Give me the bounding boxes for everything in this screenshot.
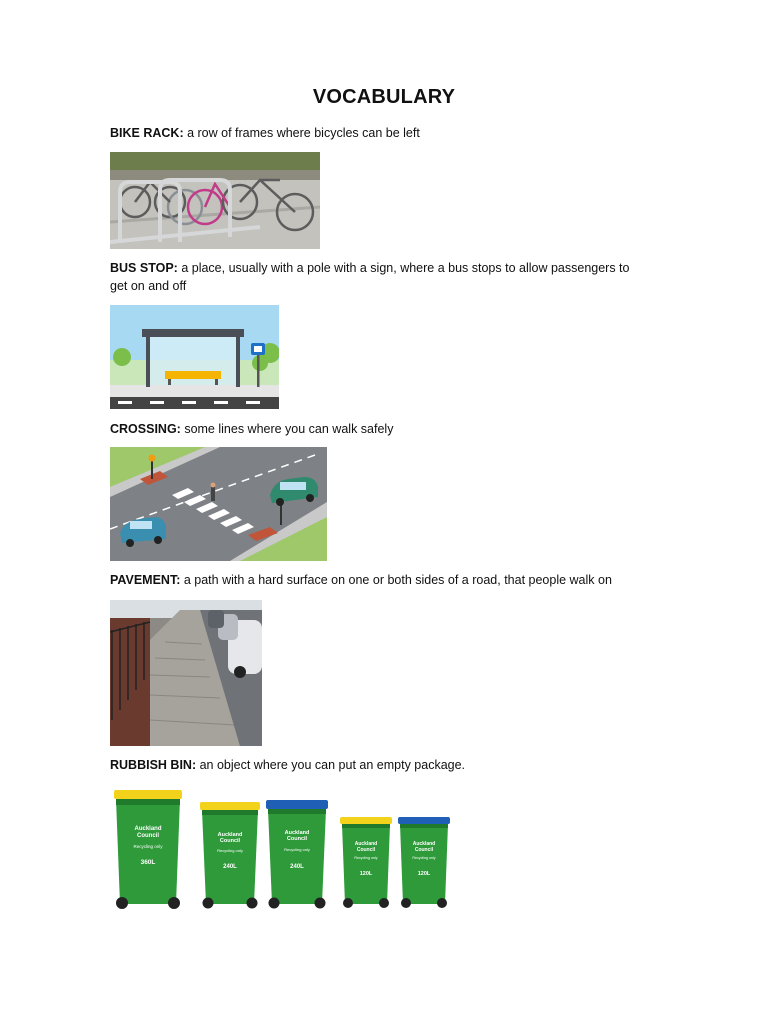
entry-rubbish-bin [110, 756, 660, 774]
bin-1-brand-1: Auckland [134, 826, 162, 832]
bike-rack-image [110, 152, 320, 249]
bin-5-brand-2: Council [414, 847, 434, 853]
bin-240l-blue [266, 800, 328, 909]
bin-3-brand-2: Council [286, 836, 308, 842]
bin-3-label: Recycling only [284, 847, 310, 852]
page-title: VOCABULARY [312, 86, 456, 108]
bin-240l-yellow [200, 802, 260, 909]
bin-120l-yellow [340, 817, 392, 908]
term-rubbish-bin: RUBBISH BIN: [110, 758, 197, 772]
bin-5-label: Recycling only [412, 856, 436, 860]
definition-crossing: some lines where you can walk safely [180, 422, 394, 436]
entry-bus-stop [110, 259, 650, 295]
bin-360l [114, 790, 182, 909]
term-bike-rack: BIKE RACK: [110, 126, 184, 140]
rubbish-bins-image [108, 786, 453, 912]
term-pavement: PAVEMENT: [110, 573, 181, 587]
definition-pavement: a path with a hard surface on one or both sides of a road, that people walk on [180, 573, 612, 587]
definition-rubbish-bin: an object where you can put an empty package. [196, 758, 466, 772]
bus-stop-image [110, 305, 279, 409]
bin-2-brand-2: Council [219, 838, 241, 844]
term-crossing: CROSSING: [110, 422, 181, 436]
bin-3-brand-1: Auckland [284, 830, 310, 836]
bin-1-label: Recycling only [133, 844, 163, 849]
bin-2-label: Recycling only [217, 848, 243, 853]
pavement-image [110, 600, 262, 746]
crossing-image [110, 447, 327, 561]
bin-5-size: 120L [417, 871, 431, 877]
entry-crossing [110, 420, 660, 438]
bin-4-brand-2: Council [356, 847, 376, 853]
bin-2-size: 240L [223, 864, 237, 870]
bin-4-label: Recycling only [354, 856, 378, 860]
bin-4-brand-1: Auckland [354, 841, 378, 847]
term-bus-stop: BUS STOP: [110, 261, 178, 275]
bin-2-brand-1: Auckland [217, 832, 243, 838]
bin-1-brand-2: Council [137, 833, 159, 839]
bin-3-size: 240L [290, 864, 304, 870]
definition-bus-stop: a place, usually with a pole with a sign, where a bus stops to allow passengers to get on and off [110, 261, 630, 293]
bin-120l-blue [398, 817, 450, 908]
bin-5-brand-1: Auckland [412, 841, 436, 847]
bin-4-size: 120L [359, 871, 373, 877]
definition-bike-rack: a row of frames where bicycles can be left [183, 126, 420, 140]
bin-1-size: 360L [140, 859, 156, 866]
entry-bike-rack [110, 124, 660, 142]
entry-pavement [110, 571, 660, 589]
